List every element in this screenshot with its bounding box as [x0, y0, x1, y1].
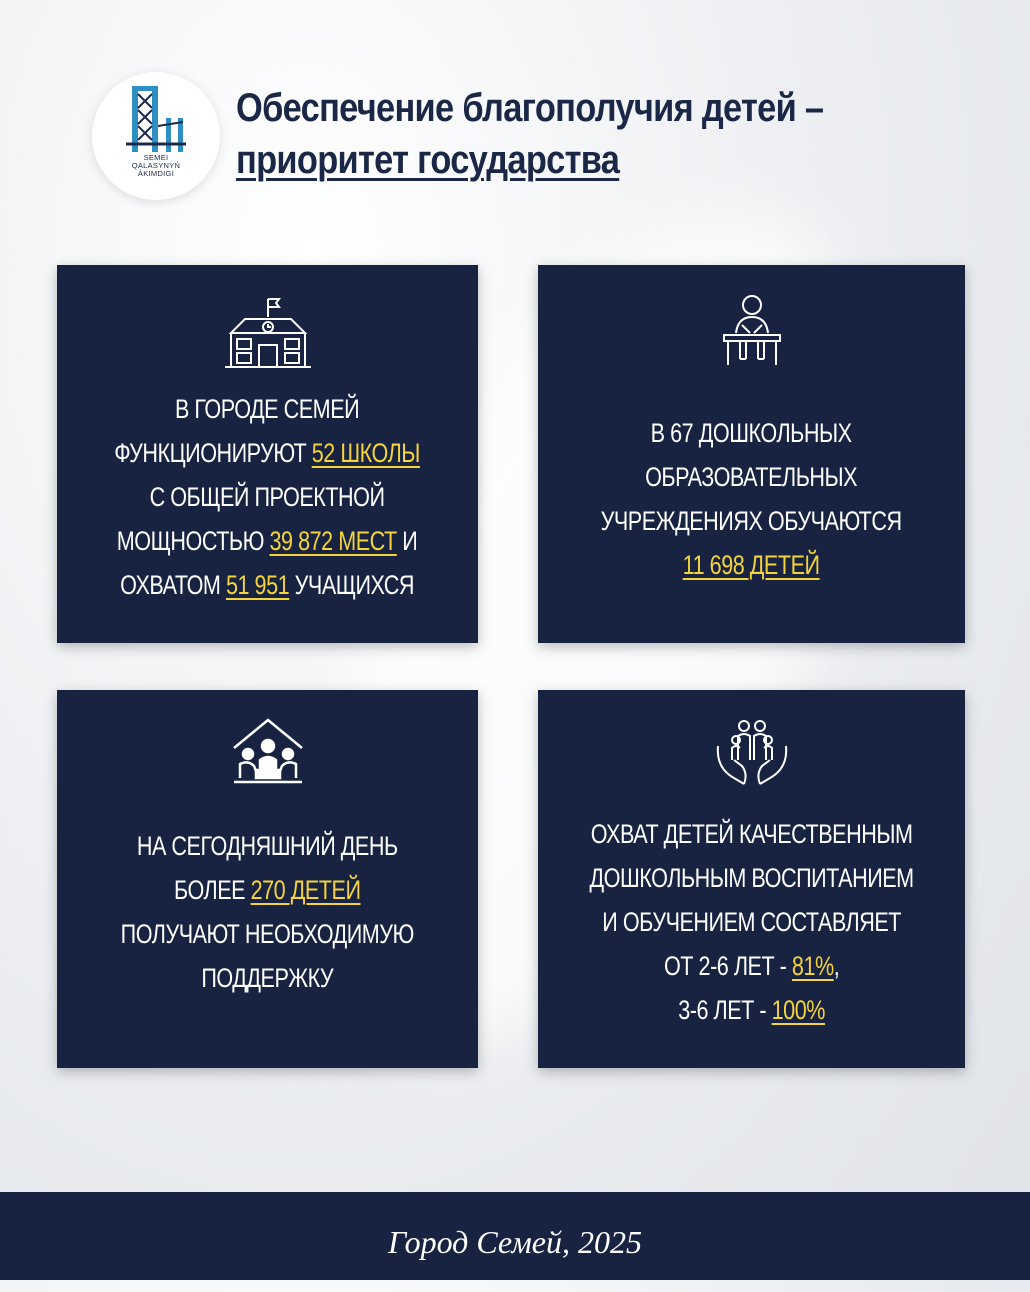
preschool-text: В 67 ДОШКОЛЬНЫХ ОБРАЗОВАТЕЛЬНЫХ УЧРЕЖДЕНИЯХ ОБУЧАЮТСЯ 11 698 ДЕТЕЙ [601, 418, 902, 580]
logo-caption: SEMEI QALASYNYŃ ÁKIMDIGI [131, 153, 181, 178]
footer-bar [0, 1192, 1030, 1280]
schools-count: 52 ШКОЛЫ [312, 438, 421, 468]
bridge-icon [126, 82, 186, 154]
coverage-3-6-percent: 100% [771, 995, 825, 1025]
support-text: НА СЕГОДНЯШНИЙ ДЕНЬ БОЛЕЕ 270 ДЕТЕЙ ПОЛУЧАЮТ НЕОБХОДИМУЮ ПОДДЕРЖКУ [120, 831, 415, 993]
student-at-desk-icon [720, 293, 784, 369]
preschool-children-count: 11 698 ДЕТЕЙ [683, 550, 820, 580]
capacity-count: 39 872 МЕСТ [269, 526, 398, 556]
family-in-hands-icon [714, 716, 790, 792]
coverage-2-6-percent: 81% [791, 951, 834, 981]
schools-card [57, 265, 478, 643]
page-title [236, 82, 855, 186]
support-card [57, 690, 478, 1068]
coverage-card [538, 690, 965, 1068]
students-count: 51 951 [226, 570, 290, 600]
title-line-1: Обеспечение благополучия детей – [236, 86, 824, 130]
preschool-card [538, 265, 965, 643]
supported-children-count: 270 ДЕТЕЙ [250, 875, 361, 905]
title-line-2: приоритет государства [236, 138, 620, 182]
coverage-text: ОХВАТ ДЕТЕЙ КАЧЕСТВЕННЫМ ДОШКОЛЬНЫМ ВОСПИТАНИЕМ И ОБУЧЕНИЕМ СОСТАВЛЯЕТ ОТ 2-6 ЛЕТ - 81%, 3-6 ЛЕТ - 100% [589, 819, 914, 1025]
school-building-icon [223, 295, 313, 371]
family-under-roof-icon [230, 716, 306, 788]
schools-text: В ГОРОДЕ СЕМЕЙ ФУНКЦИОНИРУЮТ 52 ШКОЛЫ С ОБЩЕЙ ПРОЕКТНОЙ МОЩНОСТЬЮ 39 872 МЕСТ И ОХВАТОМ 51 951 УЧАЩИХСЯ [114, 394, 421, 600]
city-akimat-logo [92, 72, 220, 200]
footer-caption: Город Семей, 2025 [388, 1224, 642, 1260]
